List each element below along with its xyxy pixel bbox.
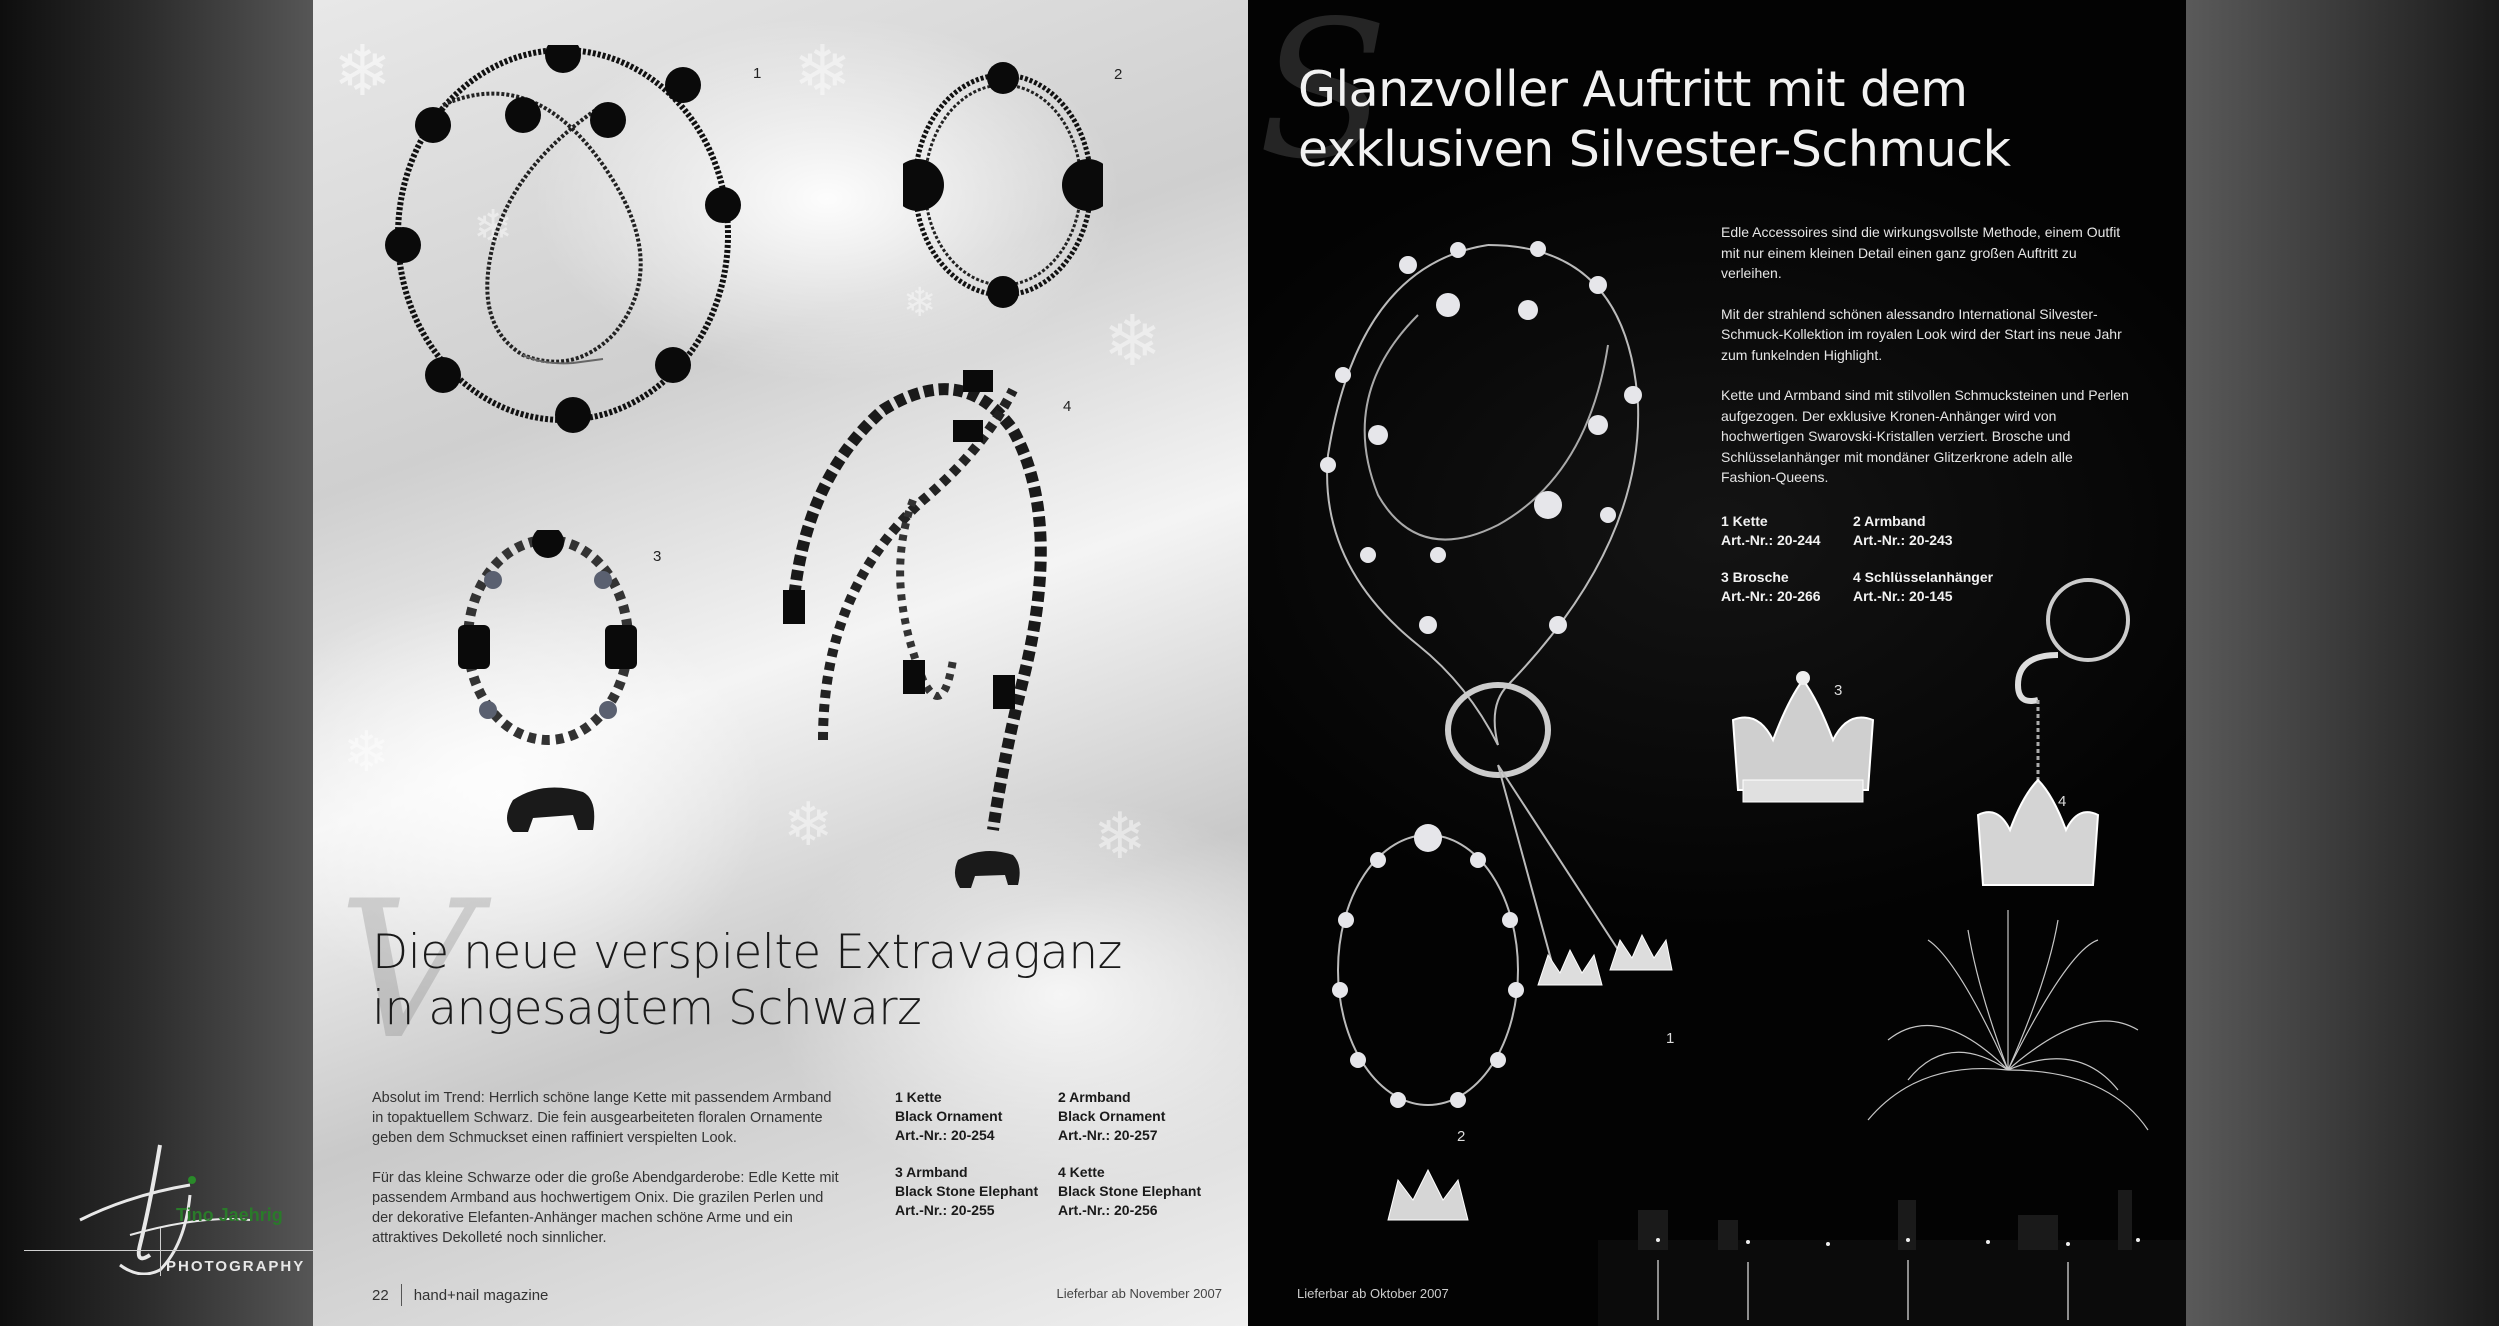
item-number-1: 1 <box>1666 1030 1675 1047</box>
divider <box>401 1284 402 1306</box>
black-stone-elephant-necklace <box>763 360 1123 910</box>
article-body-left: Absolut im Trend: Herrlich schöne lange Kette mit passendem Armband in topaktuellem Schwarz. Die fein ausgearbeiteten floralen Ornamente geben dem Schmuckset einen raffiniert verspielten Look. Für das kleine Schwarze oder die große Abendgarderobe: Edle Kette mit passendem Armband aus hochwertigem Onix. Die grazilen Perlen und der dekorative Elefanten-Anhänger machen schöne Arme und ein attraktives Dekolleté noch sinnlicher. <box>372 1090 839 1246</box>
spec-item: 1 Kette Black Ornament Art.-Nr.: 20-254 <box>895 1089 1003 1143</box>
photographer-subtitle: PHOTOGRAPHY <box>166 1258 306 1275</box>
page-number: 22 <box>372 1286 389 1304</box>
crown-brooch <box>1728 670 1878 810</box>
delivery-note-right: Lieferbar ab Oktober 2007 <box>1297 1286 1449 1301</box>
item-number-4: 4 <box>2058 793 2067 810</box>
item-number-1: 1 <box>753 65 762 82</box>
spec-item: 3 Armband Black Stone Elephant Art.-Nr.: 20-255 <box>895 1164 1039 1218</box>
snowflake-icon: ❄ <box>903 280 937 326</box>
page-title-left: Die neue verspielte Extravaganz in angesagtem Schwarz <box>372 925 1122 1036</box>
article-body-right: Edle Accessoires sind die wirkungsvollste Methode, einem Outfit mit nur einem kleinen Detail einen ganz großen Auftritt zu verleihen. Mit der strahlend schönen alessandro International Silvester-Schmuck-Kollektion im royalen Look wird der Start ins neue Jahr zum funkelnden Highlight. Kette und Armband sind mit stilvollen Schmucksteinen und Perlen aufgezogen. Der exklusive Kronen-Anhänger wird von hochwertigen Swarovski-Kristallen verziert. Brosche und Schlüsselanhänger mit mondäner Glitzerkrone adeln alle Fashion-Queens. <box>1721 224 2129 485</box>
photographer-signature-logo <box>40 1125 340 1275</box>
spec-item: 4 Kette Black Stone Elephant Art.-Nr.: 20-256 <box>1058 1164 1202 1218</box>
fireworks-image <box>1858 900 2158 1200</box>
product-specs-left <box>895 1088 1225 1220</box>
snowflake-icon: ❄ <box>343 720 390 785</box>
item-number-3: 3 <box>653 548 662 565</box>
crown-keychain <box>1958 575 2138 895</box>
silver-crown-bracelet <box>1318 820 1538 1230</box>
logo-divider <box>160 1228 161 1276</box>
logo-divider <box>24 1250 326 1251</box>
item-number-2: 2 <box>1457 1128 1466 1145</box>
page-footer-left <box>372 1284 548 1306</box>
spec-item: 1 Kette Art.-Nr.: 20-244 <box>1721 513 1821 548</box>
script-ornament: S <box>1258 0 1389 201</box>
item-number-3: 3 <box>1834 682 1843 699</box>
black-stone-elephant-bracelet <box>453 530 643 870</box>
snowflake-icon: ❄ <box>783 790 834 860</box>
snowflake-icon: ❄ <box>793 30 852 112</box>
item-number-2: 2 <box>1114 66 1123 83</box>
city-skyline-image <box>1598 1170 2186 1326</box>
background-frame-right <box>2186 0 2499 1326</box>
script-ornament: V <box>338 860 476 1081</box>
photographer-name: Tino Jaehrig <box>176 1205 283 1225</box>
page-title-right: Glanzvoller Auftritt mit dem exklusiven Silvester-Schmuck <box>1298 61 2011 178</box>
snowflake-icon: ❄ <box>1103 300 1162 382</box>
snowflake-icon: ❄ <box>1093 800 1147 874</box>
magazine-name: hand+nail magazine <box>413 1286 549 1304</box>
left-page <box>313 0 1248 1326</box>
spec-item: 2 Armband Black Ornament Art.-Nr.: 20-257 <box>1058 1089 1166 1143</box>
black-ornament-bracelet <box>903 60 1103 310</box>
delivery-note-left: Lieferbar ab November 2007 <box>1056 1286 1222 1301</box>
snowflake-icon: ❄ <box>333 30 392 112</box>
right-page <box>1248 0 2186 1326</box>
item-number-4: 4 <box>1063 398 1072 415</box>
spec-item: 2 Armband Art.-Nr.: 20-243 <box>1853 513 1953 548</box>
spec-item: 4 Schlüsselanhänger Art.-Nr.: 20-145 <box>1853 569 1994 604</box>
black-ornament-necklace <box>373 45 753 475</box>
snowflake-icon: ❄ <box>473 200 514 256</box>
spec-item: 3 Brosche Art.-Nr.: 20-266 <box>1721 569 1821 604</box>
